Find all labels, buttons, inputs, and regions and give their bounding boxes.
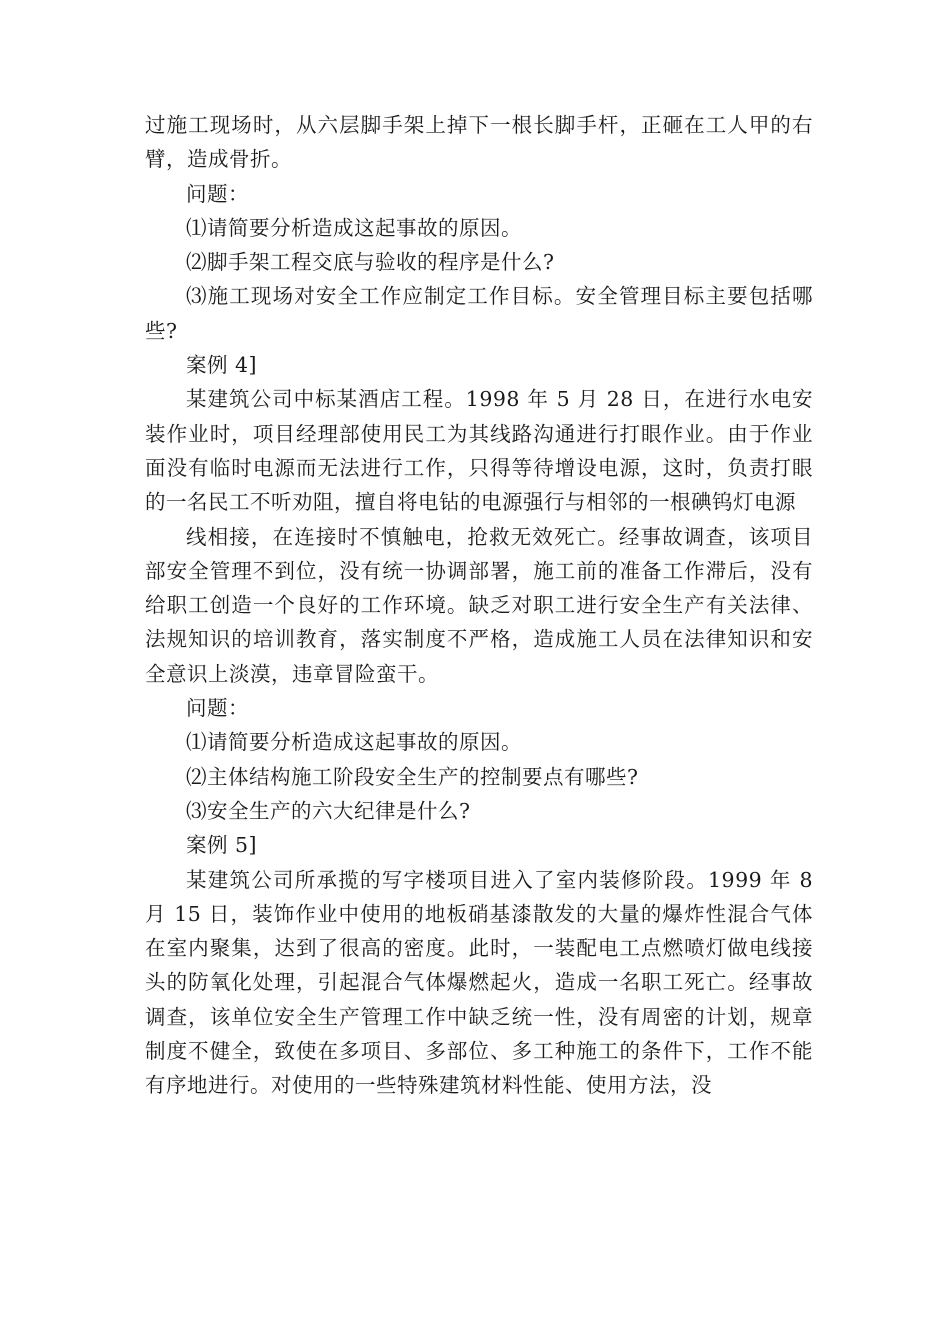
question-item: ⑶安全生产的六大纪律是什么? bbox=[186, 798, 471, 823]
case-paragraph: 线相接，在连接时不慎触电，抢救无效死亡。经事故调查，该项目部安全管理不到位，没有统一协调部署，施工前的准备工作滞后，没有给职工创造一个良好的工作环境。缺乏对职工进行安全生产有关法律、法规知识的培训教育，落实制度不严格，造成施工人员在法律知识和安全意识上淡漠，违章冒险蛮干。 bbox=[145, 524, 813, 686]
question-heading: 问题： bbox=[186, 696, 249, 721]
case-heading: 案例 5] bbox=[186, 833, 258, 858]
case-heading: 案例 4] bbox=[186, 353, 258, 378]
question-heading: 问题： bbox=[186, 181, 249, 206]
question-item: ⑶施工现场对安全工作应制定工作目标。安全管理目标主要包括哪些? bbox=[145, 284, 813, 343]
question-item: ⑵脚手架工程交底与验收的程序是什么? bbox=[186, 250, 555, 275]
question-item: ⑴请简要分析造成这起事故的原因。 bbox=[186, 215, 522, 240]
case-paragraph: 某建筑公司所承揽的写字楼项目进入了室内装修阶段。1999 年 8 月 15 日，装饰作业中使用的地板硝基漆散发的大量的爆炸性混合气体在室内聚集，达到了很高的密度。此时，一装配电工点燃喷灯做电线接头的防氧化处理，引起混合气体爆燃起火，造成一名职工死亡。经事故调查，该单位安全生产管理工作中缺乏统一性，没有周密的计划，规章制度不健全，致使在多项目、多部位、多工种施工的条件下，工作不能有序地进行。对使用的一些特殊建筑材料性能、使用方法，没 bbox=[145, 867, 813, 1098]
question-item: ⑴请简要分析造成这起事故的原因。 bbox=[186, 730, 522, 755]
document-body bbox=[145, 108, 813, 1103]
paragraph-1: 过施工现场时，从六层脚手架上掉下一根长脚手杆，正砸在工人甲的右臂，造成骨折。 bbox=[145, 113, 813, 172]
question-item: ⑵主体结构施工阶段安全生产的控制要点有哪些? bbox=[186, 764, 639, 789]
case-paragraph: 某建筑公司中标某酒店工程。1998 年 5 月 28 日，在进行水电安装作业时，项目经理部使用民工为其线路沟通进行打眼作业。由于作业面没有临时电源而无法进行工作，只得等待增设电源，这时，负责打眼的一名民工不听劝阻，擅自将电钻的电源强行与相邻的一根碘钨灯电源 bbox=[145, 387, 813, 515]
